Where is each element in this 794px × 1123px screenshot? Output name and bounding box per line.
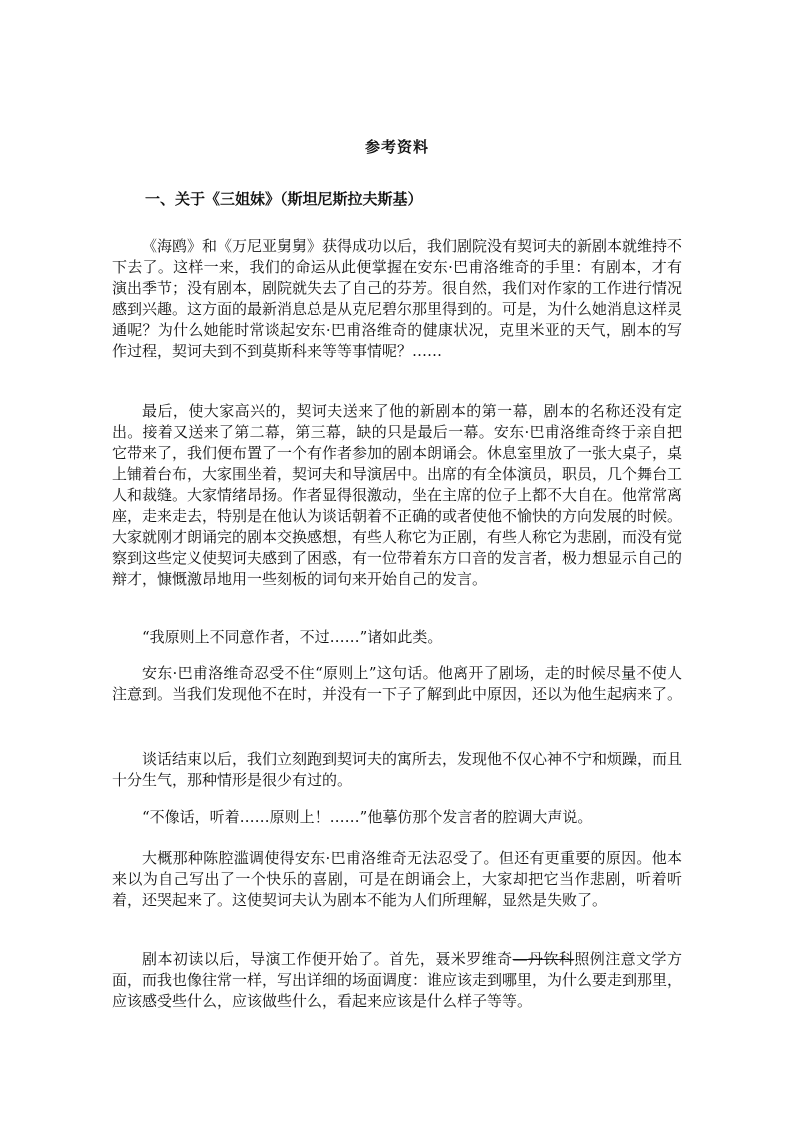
paragraph-2: 最后，使大家高兴的，契诃夫送来了他的新剧本的第一幕，剧本的名称还没有定出。接着又送来了第二幕，第三幕，缺的只是最后一幕。安东·巴甫洛维奇终于亲自把它带来了，我们便布置了一个有作者参加的剧本朗诵会。休息室里放了一张大桌子，桌上铺着台布，大家围坐着，契诃夫和导演居中。出席的有全体演员，职员，几个舞台工人和裁缝。大家情绪昂扬。作者显得很激动，坐在主席的位子上都不大自在。他常常离座，走来走去，特别是在他认为谈话朝着不正确的或者使他不愉快的方向发展的时候。大家就刚才朗诵完的剧本交换感想，有些人称它为正剧，有些人称它为悲剧，而没有觉察到这些定义使契诃夫感到了困惑，有一位带着东方口音的发言者，极力想显示自己的辩才，慷慨激昂地用一些刻板的词句来开始自己的发言。 — [112, 402, 683, 588]
paragraph-8-start: 剧本初读以后，导演工作便开始了。首先，聂米罗维奇 — [142, 950, 513, 968]
paragraph-3: “我原则上不同意作者，不过……”诸如此类。 — [142, 628, 443, 646]
section-heading: 一、关于《三姐妹》（斯坦尼斯拉夫斯基） — [145, 190, 423, 208]
paragraph-6: “不像话，听着……原则上！……”他摹仿那个发言者的腔调大声说。 — [142, 808, 593, 826]
paragraph-1: 《海鸥》和《万尼亚舅舅》获得成功以后，我们剧院没有契诃夫的新剧本就维持不下去了。这样一来，我们的命运从此便掌握在安东·巴甫洛维奇的手里：有剧本，才有演出季节；没有剧本，剧院就失去了自己的芬芳。很自然，我们对作家的工作进行情况感到兴趣。这方面的最新消息总是从克尼碧尔那里得到的。可是，为什么她消息这样灵通呢？为什么她能时常谈起安东·巴甫洛维奇的健康状况，克里米亚的天气，剧本的写作过程，契诃夫到不到莫斯科来等等事情呢？…… — [112, 237, 683, 360]
paragraph-5: 谈话结束以后，我们立刻跑到契诃夫的寓所去，发现他不仅心神不宁和烦躁，而且十分生气，那种情形是很少有过的。 — [112, 750, 683, 789]
struck-text: —丹钦科 — [512, 950, 575, 968]
paragraph-8-end: 照例注意文学方面，而我也像往常一样，写出详细的场面调度：谁应该走到哪里，为什么要走到那里，应该感受些什么，应该做些什么，看起来应该是什么样子等等。 — [112, 950, 683, 1010]
paragraph-8 — [112, 949, 682, 1012]
paragraph-7: 大概那种陈腔滥调使得安东·巴甫洛维奇无法忍受了。但还有更重要的原因。他本来以为自己写出了一个快乐的喜剧，可是在朗诵会上，大家却把它当作悲剧，听着听着，还哭起来了。这使契诃夫认为剧本不能为人们所理解，显然是失败了。 — [112, 849, 682, 909]
paragraph-4: 安东·巴甫洛维奇忍受不住“原则上”这句话。他离开了剧场，走的时候尽量不使人注意到。当我们发现他不在时，并没有一下子了解到此中原因，还以为他生起病来了。 — [112, 664, 683, 703]
page-title: 参考资料 — [364, 138, 429, 156]
